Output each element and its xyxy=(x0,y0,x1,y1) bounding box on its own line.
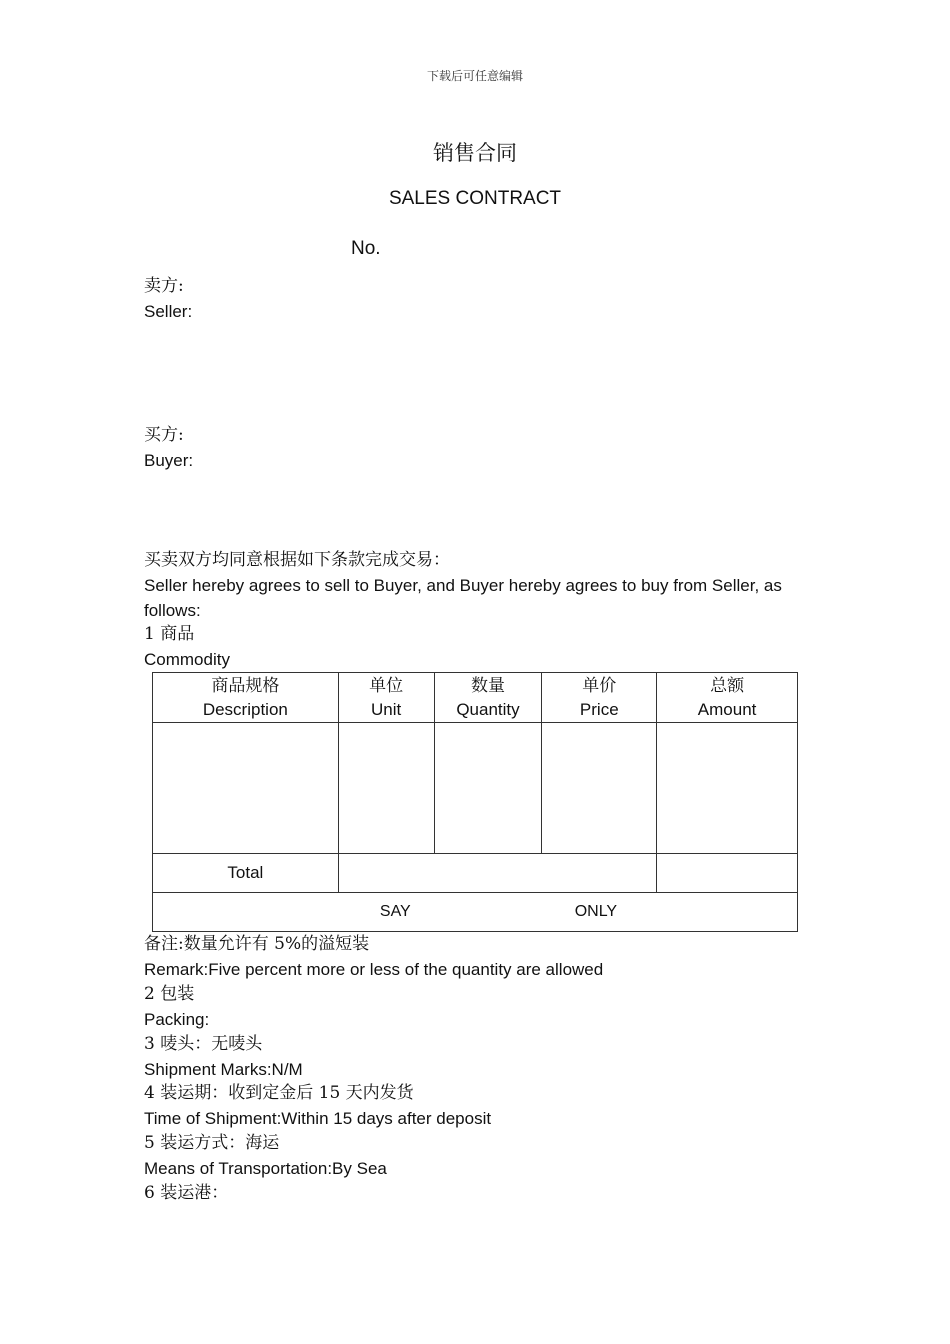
section6-cn: 6 装运港： xyxy=(144,1183,229,1203)
commodity-table xyxy=(152,672,798,932)
contract-title-en: SALES CONTRACT xyxy=(388,188,562,209)
section3-en: Shipment Marks:N/M xyxy=(144,1060,303,1079)
section1-en: Commodity xyxy=(144,650,230,669)
table-row xyxy=(153,723,798,854)
agreement-cn: 买卖双方均同意根据如下条款完成交易： xyxy=(144,550,450,570)
section4-cn: 4 装运期：收到定金后 15 天内发货 xyxy=(144,1083,414,1103)
seller-label-cn: 卖方: xyxy=(144,276,184,296)
total-row xyxy=(153,854,798,893)
buyer-label-cn: 买方: xyxy=(144,425,184,445)
total-label: Total xyxy=(153,854,339,893)
section2-cn: 2 包装 xyxy=(144,984,195,1004)
only-label: ONLY xyxy=(574,903,618,920)
section1-cn: 1 商品 xyxy=(144,624,195,644)
header-price-en: Price xyxy=(579,699,619,719)
contract-title-cn: 销售合同 xyxy=(433,141,517,165)
header-quantity-en: Quantity xyxy=(456,699,520,719)
header-amount-en: Amount xyxy=(697,699,757,719)
section2-en: Packing: xyxy=(144,1010,210,1029)
header-quantity xyxy=(434,673,542,723)
download-note: 下载后可任意编辑 xyxy=(426,69,523,83)
agreement-en: Seller hereby agrees to sell to Buyer, and Buyer hereby agrees to buy from Seller, as follows: xyxy=(144,576,782,620)
header-quantity-cn: 数量 xyxy=(470,675,505,696)
amount-cell[interactable] xyxy=(657,723,798,854)
header-amount-cn: 总额 xyxy=(710,675,745,696)
total-amount-cell[interactable] xyxy=(657,854,798,893)
header-unit xyxy=(338,673,434,723)
contract-number: No. xyxy=(351,238,381,259)
header-description-en: Description xyxy=(202,699,288,719)
header-unit-en: Unit xyxy=(371,699,402,719)
header-price xyxy=(542,673,657,723)
header-description-cn: 商品规格 xyxy=(211,675,280,696)
header-price-cn: 单价 xyxy=(582,675,617,696)
quantity-cell[interactable] xyxy=(434,723,542,854)
remark-en: Remark:Five percent more or less of the quantity are allowed xyxy=(144,960,604,979)
section4-en: Time of Shipment:Within 15 days after deposit xyxy=(144,1109,492,1128)
section3-cn: 3 唛头：无唛头 xyxy=(144,1034,263,1054)
price-cell[interactable] xyxy=(542,723,657,854)
buyer-label-en: Buyer: xyxy=(144,451,194,470)
header-unit-cn: 单位 xyxy=(369,675,404,696)
table-header-row xyxy=(153,673,798,723)
section5-en: Means of Transportation:By Sea xyxy=(144,1159,387,1178)
header-amount xyxy=(657,673,798,723)
say-cell[interactable] xyxy=(153,893,798,932)
say-label: SAY xyxy=(379,903,411,920)
unit-cell[interactable] xyxy=(338,723,434,854)
seller-label-en: Seller: xyxy=(144,302,193,321)
remark-cn: 备注:数量允许有 5%的溢短装 xyxy=(144,934,370,954)
section5-cn: 5 装运方式：海运 xyxy=(144,1133,280,1153)
header-description xyxy=(153,673,339,723)
total-quantity-cell[interactable] xyxy=(338,854,656,893)
say-row xyxy=(153,893,798,932)
description-cell[interactable] xyxy=(153,723,339,854)
